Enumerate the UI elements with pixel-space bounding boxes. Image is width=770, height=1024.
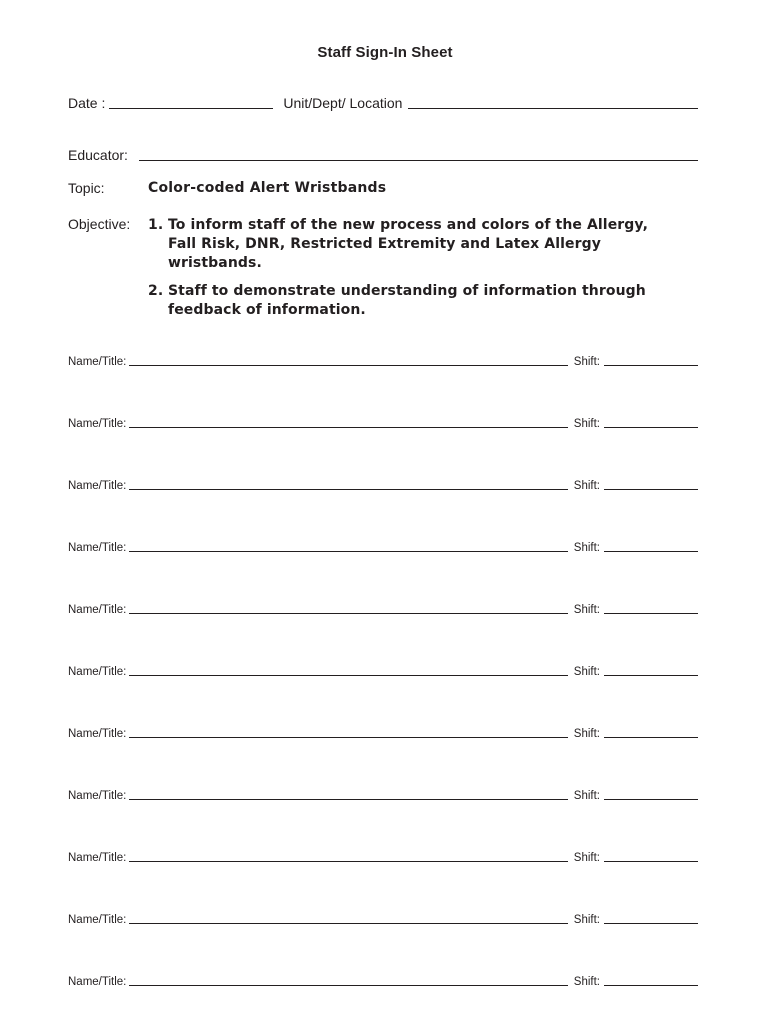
name-title-field[interactable] xyxy=(129,911,567,924)
name-title-field[interactable] xyxy=(129,477,567,490)
name-title-field[interactable] xyxy=(129,849,567,862)
name-title-label: Name/Title: xyxy=(68,914,127,926)
shift-label: Shift: xyxy=(573,604,600,616)
sign-in-row xyxy=(68,368,698,430)
sign-in-row xyxy=(68,430,698,492)
name-title-label: Name/Title: xyxy=(68,976,127,988)
sign-in-row xyxy=(68,740,698,802)
objective-list xyxy=(148,216,673,329)
name-title-label: Name/Title: xyxy=(68,480,127,492)
name-title-label: Name/Title: xyxy=(68,604,127,616)
date-field[interactable] xyxy=(109,94,273,109)
date-location-row xyxy=(68,94,698,111)
shift-label: Shift: xyxy=(573,914,600,926)
location-label: Unit/Dept/ Location xyxy=(283,95,403,111)
sign-in-list xyxy=(68,352,698,988)
shift-field[interactable] xyxy=(604,477,698,490)
educator-field[interactable] xyxy=(139,146,698,161)
sign-in-row xyxy=(68,492,698,554)
name-title-field[interactable] xyxy=(129,601,567,614)
sign-in-row xyxy=(68,864,698,926)
name-title-field[interactable] xyxy=(129,663,567,676)
objective-item xyxy=(148,282,673,320)
shift-field[interactable] xyxy=(604,415,698,428)
topic-row xyxy=(68,180,386,196)
sign-in-row xyxy=(68,616,698,678)
page-title: Staff Sign-In Sheet xyxy=(317,44,453,61)
objective-item xyxy=(148,216,673,273)
date-label: Date : xyxy=(68,95,106,111)
shift-field[interactable] xyxy=(604,911,698,924)
topic-value: Color-coded Alert Wristbands xyxy=(148,180,387,196)
shift-label: Shift: xyxy=(573,852,600,864)
name-title-field[interactable] xyxy=(129,539,567,552)
name-title-label: Name/Title: xyxy=(68,356,127,368)
shift-field[interactable] xyxy=(604,973,698,986)
shift-field[interactable] xyxy=(604,725,698,738)
shift-field[interactable] xyxy=(604,539,698,552)
shift-field[interactable] xyxy=(604,601,698,614)
name-title-label: Name/Title: xyxy=(68,666,127,678)
objective-number: 1. xyxy=(148,217,164,233)
objective-number: 2. xyxy=(148,283,164,299)
educator-row xyxy=(68,146,698,163)
name-title-label: Name/Title: xyxy=(68,852,127,864)
shift-field[interactable] xyxy=(604,787,698,800)
sign-in-row xyxy=(68,352,698,368)
name-title-field[interactable] xyxy=(129,415,567,428)
objective-text: To inform staff of the new process and colors of the Allergy, Fall Risk, DNR, Restricted Extremity and Latex Allergy wristbands. xyxy=(168,217,648,271)
name-title-field[interactable] xyxy=(129,787,567,800)
shift-label: Shift: xyxy=(573,480,600,492)
sign-in-row xyxy=(68,926,698,988)
objective-text: Staff to demonstrate understanding of information through feedback of information. xyxy=(168,283,646,318)
name-title-label: Name/Title: xyxy=(68,728,127,740)
name-title-field[interactable] xyxy=(129,353,567,366)
shift-label: Shift: xyxy=(573,542,600,554)
name-title-label: Name/Title: xyxy=(68,542,127,554)
name-title-field[interactable] xyxy=(129,725,567,738)
shift-label: Shift: xyxy=(573,666,600,678)
sign-in-row xyxy=(68,802,698,864)
sign-in-row xyxy=(68,678,698,740)
objective-row xyxy=(68,216,673,329)
shift-label: Shift: xyxy=(573,356,600,368)
shift-label: Shift: xyxy=(573,976,600,988)
shift-label: Shift: xyxy=(573,728,600,740)
topic-label: Topic: xyxy=(68,180,105,196)
location-field[interactable] xyxy=(408,94,698,109)
name-title-label: Name/Title: xyxy=(68,418,127,430)
shift-field[interactable] xyxy=(604,663,698,676)
objective-label: Objective: xyxy=(68,216,131,232)
sign-in-row xyxy=(68,554,698,616)
educator-label: Educator: xyxy=(68,147,128,163)
name-title-label: Name/Title: xyxy=(68,790,127,802)
shift-label: Shift: xyxy=(573,418,600,430)
shift-label: Shift: xyxy=(573,790,600,802)
shift-field[interactable] xyxy=(604,353,698,366)
name-title-field[interactable] xyxy=(129,973,567,986)
shift-field[interactable] xyxy=(604,849,698,862)
